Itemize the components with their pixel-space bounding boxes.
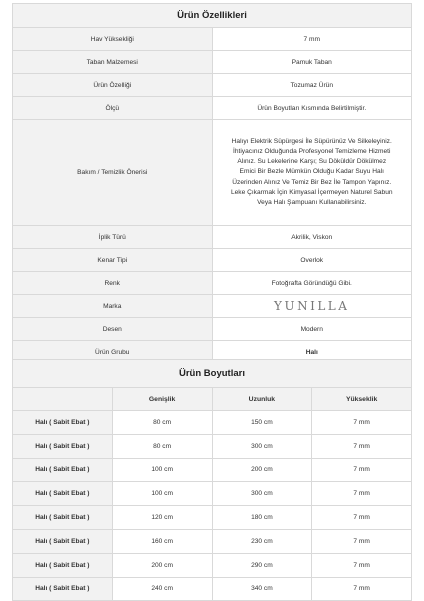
size-height: 7 mm [312, 411, 412, 435]
brand-logo: YUNILLA [274, 299, 350, 313]
table-row [13, 482, 412, 506]
table-row [13, 318, 412, 341]
property-value: Modern [212, 318, 412, 341]
sizes-header-row [13, 388, 412, 411]
size-height: 7 mm [312, 482, 412, 506]
size-width: 100 cm [112, 458, 212, 482]
size-length: 340 cm [212, 577, 312, 601]
table-row [13, 553, 412, 577]
size-length: 290 cm [212, 553, 312, 577]
size-width: 100 cm [112, 482, 212, 506]
table-row [13, 120, 412, 226]
property-label: Ölçü [13, 97, 213, 120]
size-width: 120 cm [112, 506, 212, 530]
size-product-type: Halı ( Sabit Ebat ) [13, 458, 113, 482]
property-label: İplik Türü [13, 226, 213, 249]
table-row [13, 577, 412, 601]
property-value: Ürün Boyutları Kısmında Belirtilmiştir. [212, 97, 412, 120]
property-label: Desen [13, 318, 213, 341]
column-header: Yükseklik [312, 388, 412, 411]
column-header: Genişlik [112, 388, 212, 411]
property-label: Renk [13, 272, 213, 295]
table-row [13, 411, 412, 435]
size-height: 7 mm [312, 434, 412, 458]
table-row [13, 97, 412, 120]
table-row [13, 272, 412, 295]
table-row [13, 458, 412, 482]
property-value: Halı [212, 341, 412, 364]
property-label: Ürün Grubu [13, 341, 213, 364]
size-length: 180 cm [212, 506, 312, 530]
size-length: 300 cm [212, 482, 312, 506]
size-height: 7 mm [312, 458, 412, 482]
property-label: Ürün Özelliği [13, 74, 213, 97]
table-row [13, 226, 412, 249]
size-product-type: Halı ( Sabit Ebat ) [13, 482, 113, 506]
table-row [13, 249, 412, 272]
size-height: 7 mm [312, 529, 412, 553]
size-width: 80 cm [112, 411, 212, 435]
table-row [13, 28, 412, 51]
product-properties-table [12, 3, 412, 364]
property-label: Marka [13, 295, 213, 318]
size-width: 200 cm [112, 553, 212, 577]
table-row [13, 295, 412, 318]
table-row [13, 434, 412, 458]
property-label: Kenar Tipi [13, 249, 213, 272]
size-product-type: Halı ( Sabit Ebat ) [13, 577, 113, 601]
property-value: Akrilik, Viskon [212, 226, 412, 249]
size-height: 7 mm [312, 577, 412, 601]
column-header [13, 388, 113, 411]
table-row [13, 51, 412, 74]
care-instructions-text: Halıyı Elektrik Süpürgesi İle Süpürünüz Ve Silkeleyiniz. İhtiyacınız Olduğunda Profesyonel Temizleme Hizmeti Alınız. Su Lekelerine Karşı; Su Döküldür Dökülmez Emici Bir Bezle Mümkün Olduğu Kadar Suyu Halı Üzerinden Alınız Ve Temiz Bir Bez İle Tampon Yapınız. Leke Çıkarmak İçin Kimyasal İçermeyen Naturel Sabun Veya Halı Şampuanı Kullanabilirsiniz. [212, 120, 412, 226]
size-width: 240 cm [112, 577, 212, 601]
size-product-type: Halı ( Sabit Ebat ) [13, 529, 113, 553]
sizes-title: Ürün Boyutları [13, 360, 412, 388]
property-value: 7 mm [212, 28, 412, 51]
property-value: Fotoğrafta Göründüğü Gibi. [212, 272, 412, 295]
size-product-type: Halı ( Sabit Ebat ) [13, 434, 113, 458]
brand-cell [212, 295, 412, 318]
size-length: 200 cm [212, 458, 312, 482]
table-row [13, 74, 412, 97]
table-row [13, 506, 412, 530]
size-product-type: Halı ( Sabit Ebat ) [13, 553, 113, 577]
size-length: 230 cm [212, 529, 312, 553]
property-value: Pamuk Taban [212, 51, 412, 74]
size-product-type: Halı ( Sabit Ebat ) [13, 506, 113, 530]
properties-title: Ürün Özellikleri [13, 4, 412, 28]
property-label: Bakım / Temizlik Önerisi [13, 120, 213, 226]
product-sizes-table [12, 359, 412, 601]
size-width: 80 cm [112, 434, 212, 458]
size-width: 160 cm [112, 529, 212, 553]
property-value: Tozumaz Ürün [212, 74, 412, 97]
size-height: 7 mm [312, 553, 412, 577]
property-value: Overlok [212, 249, 412, 272]
size-length: 300 cm [212, 434, 312, 458]
size-height: 7 mm [312, 506, 412, 530]
size-product-type: Halı ( Sabit Ebat ) [13, 411, 113, 435]
size-length: 150 cm [212, 411, 312, 435]
property-label: Hav Yüksekliği [13, 28, 213, 51]
table-row [13, 529, 412, 553]
property-label: Taban Malzemesi [13, 51, 213, 74]
column-header: Uzunluk [212, 388, 312, 411]
